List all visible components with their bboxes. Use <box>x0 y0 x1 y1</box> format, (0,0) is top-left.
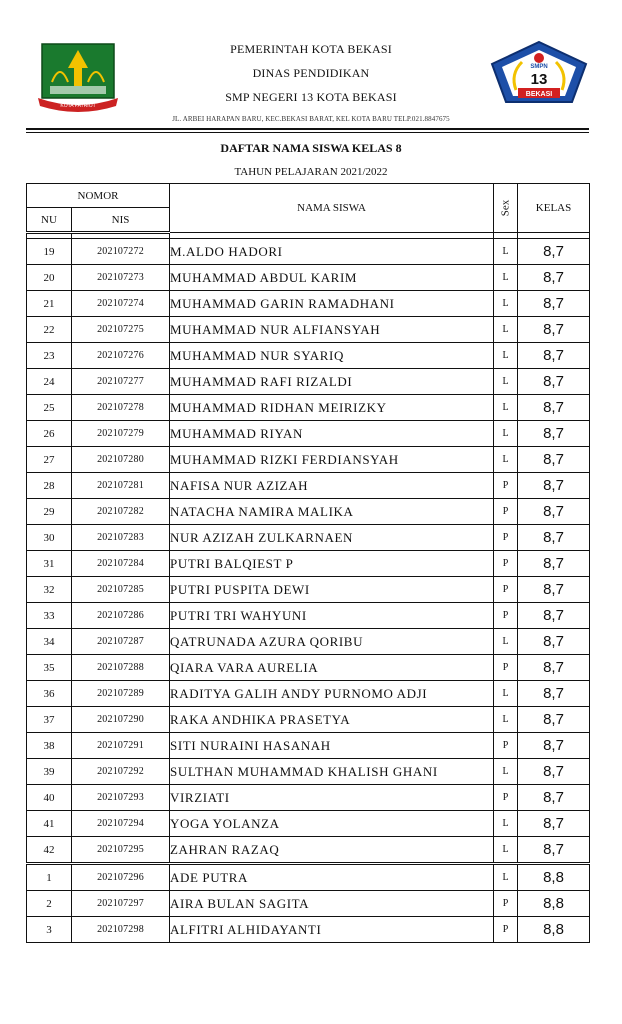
cell-nis: 202107277 <box>72 369 170 395</box>
table-body <box>27 233 590 943</box>
cell-nis: 202107297 <box>72 891 170 917</box>
cell-nama-siswa: VIRZIATI <box>170 785 494 811</box>
cell-nu: 29 <box>27 499 72 525</box>
cell-nama-siswa: PUTRI BALQIEST P <box>170 551 494 577</box>
cell-sex: L <box>494 317 518 343</box>
cell-kelas: 8,7 <box>518 525 590 551</box>
cell-nu: 19 <box>27 239 72 265</box>
table-row <box>27 603 590 629</box>
header-nu: NU <box>27 208 72 233</box>
cell-nis: 202107285 <box>72 577 170 603</box>
cell-nama-siswa: QATRUNADA AZURA QORIBU <box>170 629 494 655</box>
cell-nis: 202107288 <box>72 655 170 681</box>
cell-sex: L <box>494 291 518 317</box>
cell-sex: L <box>494 343 518 369</box>
cell-sex: P <box>494 499 518 525</box>
table-row <box>27 421 590 447</box>
cell-nu: 31 <box>27 551 72 577</box>
svg-text:BEKASI: BEKASI <box>525 91 553 98</box>
cell-nis: 202107290 <box>72 707 170 733</box>
document-title: DAFTAR NAMA SISWA KELAS 8 <box>220 141 402 155</box>
cell-nu: 3 <box>27 917 72 943</box>
cell-nama-siswa: MUHAMMAD RIYAN <box>170 421 494 447</box>
table-row <box>27 864 590 891</box>
cell-kelas: 8,7 <box>518 395 590 421</box>
cell-nama-siswa: QIARA VARA AURELIA <box>170 655 494 681</box>
cell-sex: L <box>494 239 518 265</box>
cell-nis: 202107284 <box>72 551 170 577</box>
table-row <box>27 891 590 917</box>
cell-nis: 202107289 <box>72 681 170 707</box>
cell-nis: 202107278 <box>72 395 170 421</box>
table-row <box>27 317 590 343</box>
letterhead <box>0 0 622 130</box>
cell-nu: 36 <box>27 681 72 707</box>
school-name: SMP NEGERI 13 KOTA BEKASI <box>225 90 397 104</box>
cell-nu: 2 <box>27 891 72 917</box>
cell-nu: 20 <box>27 265 72 291</box>
header-sex-label: Sex <box>499 199 512 217</box>
smpn13-school-emblem-icon <box>488 40 590 106</box>
cell-sex: L <box>494 811 518 837</box>
cell-kelas: 8,7 <box>518 551 590 577</box>
header-nomor: NOMOR <box>27 184 170 208</box>
table-row <box>27 759 590 785</box>
svg-text:KOTA PATRIOT: KOTA PATRIOT <box>60 103 96 109</box>
table-row <box>27 525 590 551</box>
table-row <box>27 733 590 759</box>
header-rule-thick <box>26 128 589 130</box>
cell-kelas: 8,7 <box>518 811 590 837</box>
cell-kelas: 8,7 <box>518 577 590 603</box>
cell-kelas: 8,8 <box>518 891 590 917</box>
cell-nis: 202107272 <box>72 239 170 265</box>
header-kelas: KELAS <box>518 184 590 233</box>
table-row <box>27 239 590 265</box>
table-row <box>27 369 590 395</box>
cell-nu: 1 <box>27 864 72 891</box>
cell-kelas: 8,8 <box>518 864 590 891</box>
cell-kelas: 8,7 <box>518 369 590 395</box>
cell-nu: 32 <box>27 577 72 603</box>
cell-nis: 202107294 <box>72 811 170 837</box>
cell-nu: 33 <box>27 603 72 629</box>
cell-sex: L <box>494 265 518 291</box>
cell-nis: 202107298 <box>72 917 170 943</box>
cell-nis: 202107283 <box>72 525 170 551</box>
table-row <box>27 707 590 733</box>
cell-nu: 24 <box>27 369 72 395</box>
table-row <box>27 265 590 291</box>
cell-nis: 202107295 <box>72 837 170 864</box>
cell-kelas: 8,7 <box>518 473 590 499</box>
svg-text:13: 13 <box>530 71 548 88</box>
cell-sex: L <box>494 369 518 395</box>
cell-nis: 202107286 <box>72 603 170 629</box>
cell-nu: 37 <box>27 707 72 733</box>
cell-nama-siswa: NATACHA NAMIRA MALIKA <box>170 499 494 525</box>
table-row <box>27 837 590 864</box>
table-row <box>27 785 590 811</box>
cell-nu: 25 <box>27 395 72 421</box>
cell-nama-siswa: SITI NURAINI HASANAH <box>170 733 494 759</box>
cell-nama-siswa: PUTRI PUSPITA DEWI <box>170 577 494 603</box>
cell-nis: 202107281 <box>72 473 170 499</box>
cell-sex: P <box>494 577 518 603</box>
cell-nama-siswa: MUHAMMAD RAFI RIZALDI <box>170 369 494 395</box>
cell-kelas: 8,7 <box>518 343 590 369</box>
cell-nu: 27 <box>27 447 72 473</box>
cell-nis: 202107287 <box>72 629 170 655</box>
table-row <box>27 811 590 837</box>
cell-sex: P <box>494 891 518 917</box>
cell-nama-siswa: MUHAMMAD NUR ALFIANSYAH <box>170 317 494 343</box>
cell-kelas: 8,7 <box>518 785 590 811</box>
cell-kelas: 8,7 <box>518 317 590 343</box>
department-name: DINAS PENDIDIKAN <box>252 66 370 80</box>
cell-kelas: 8,7 <box>518 603 590 629</box>
cell-nis: 202107293 <box>72 785 170 811</box>
cell-sex: L <box>494 395 518 421</box>
table-row <box>27 343 590 369</box>
cell-nama-siswa: MUHAMMAD RIDHAN MEIRIZKY <box>170 395 494 421</box>
cell-nama-siswa: YOGA YOLANZA <box>170 811 494 837</box>
government-name: PEMERINTAH KOTA BEKASI <box>230 42 392 56</box>
academic-year: TAHUN PELAJARAN 2021/2022 <box>234 166 388 178</box>
cell-nu: 39 <box>27 759 72 785</box>
cell-nama-siswa: ALFITRI ALHIDAYANTI <box>170 917 494 943</box>
cell-sex: L <box>494 837 518 864</box>
cell-nama-siswa: MUHAMMAD GARIN RAMADHANI <box>170 291 494 317</box>
cell-kelas: 8,7 <box>518 629 590 655</box>
table-row <box>27 395 590 421</box>
cell-nu: 28 <box>27 473 72 499</box>
cell-nis: 202107292 <box>72 759 170 785</box>
cell-nu: 42 <box>27 837 72 864</box>
table-row <box>27 551 590 577</box>
table-row <box>27 473 590 499</box>
cell-sex: L <box>494 421 518 447</box>
header-nis: NIS <box>72 208 170 233</box>
cell-nama-siswa: RADITYA GALIH ANDY PURNOMO ADJI <box>170 681 494 707</box>
svg-text:SMPN: SMPN <box>530 64 548 70</box>
cell-nu: 38 <box>27 733 72 759</box>
cell-kelas: 8,7 <box>518 681 590 707</box>
cell-nu: 22 <box>27 317 72 343</box>
school-address: JL. ARBEI HARAPAN BARU, KEC.BEKASI BARAT, KEL KOTA BARU TELP.021.8847675 <box>172 115 450 123</box>
cell-kelas: 8,7 <box>518 447 590 473</box>
cell-nama-siswa: MUHAMMAD NUR SYARIQ <box>170 343 494 369</box>
cell-sex: P <box>494 917 518 943</box>
cell-nu: 23 <box>27 343 72 369</box>
cell-sex: L <box>494 447 518 473</box>
cell-nama-siswa: M.ALDO HADORI <box>170 239 494 265</box>
cell-sex: P <box>494 525 518 551</box>
cell-nu: 30 <box>27 525 72 551</box>
cell-kelas: 8,7 <box>518 499 590 525</box>
cell-kelas: 8,7 <box>518 707 590 733</box>
cell-nama-siswa: NUR AZIZAH ZULKARNAEN <box>170 525 494 551</box>
header-nama-siswa: NAMA SISWA <box>170 184 494 233</box>
cell-sex: L <box>494 864 518 891</box>
cell-nama-siswa: NAFISA NUR AZIZAH <box>170 473 494 499</box>
cell-nama-siswa: AIRA BULAN SAGITA <box>170 891 494 917</box>
cell-nama-siswa: MUHAMMAD ABDUL KARIM <box>170 265 494 291</box>
cell-sex: L <box>494 629 518 655</box>
cell-nis: 202107282 <box>72 499 170 525</box>
table-row <box>27 655 590 681</box>
cell-sex: P <box>494 785 518 811</box>
cell-nama-siswa: ZAHRAN RAZAQ <box>170 837 494 864</box>
cell-nis: 202107279 <box>72 421 170 447</box>
cell-nis: 202107280 <box>72 447 170 473</box>
cell-kelas: 8,7 <box>518 733 590 759</box>
cell-sex: L <box>494 707 518 733</box>
cell-sex: P <box>494 551 518 577</box>
cell-nama-siswa: SULTHAN MUHAMMAD KHALISH GHANI <box>170 759 494 785</box>
cell-nis: 202107291 <box>72 733 170 759</box>
cell-nu: 41 <box>27 811 72 837</box>
cell-kelas: 8,7 <box>518 655 590 681</box>
cell-sex: P <box>494 603 518 629</box>
header-sex <box>494 184 518 233</box>
cell-nu: 26 <box>27 421 72 447</box>
cell-kelas: 8,7 <box>518 265 590 291</box>
cell-nis: 202107273 <box>72 265 170 291</box>
header-rule-thin <box>26 132 589 133</box>
cell-kelas: 8,7 <box>518 421 590 447</box>
cell-sex: P <box>494 733 518 759</box>
cell-sex: L <box>494 759 518 785</box>
table-row <box>27 447 590 473</box>
table-row <box>27 499 590 525</box>
cell-nis: 202107275 <box>72 317 170 343</box>
cell-nis: 202107276 <box>72 343 170 369</box>
cell-nama-siswa: MUHAMMAD RIZKI FERDIANSYAH <box>170 447 494 473</box>
student-table <box>26 183 590 943</box>
cell-nu: 21 <box>27 291 72 317</box>
cell-kelas: 8,7 <box>518 837 590 864</box>
table-row <box>27 577 590 603</box>
table-row <box>27 681 590 707</box>
cell-kelas: 8,7 <box>518 291 590 317</box>
cell-kelas: 8,8 <box>518 917 590 943</box>
cell-nis: 202107296 <box>72 864 170 891</box>
cell-nama-siswa: ADE PUTRA <box>170 864 494 891</box>
cell-nama-siswa: PUTRI TRI WAHYUNI <box>170 603 494 629</box>
table-row <box>27 917 590 943</box>
table-row <box>27 291 590 317</box>
cell-kelas: 8,7 <box>518 239 590 265</box>
cell-nis: 202107274 <box>72 291 170 317</box>
cell-nama-siswa: RAKA ANDHIKA PRASETYA <box>170 707 494 733</box>
cell-kelas: 8,7 <box>518 759 590 785</box>
table-row <box>27 629 590 655</box>
cell-nu: 35 <box>27 655 72 681</box>
cell-nu: 40 <box>27 785 72 811</box>
cell-nu: 34 <box>27 629 72 655</box>
cell-sex: P <box>494 655 518 681</box>
cell-sex: P <box>494 473 518 499</box>
cell-sex: L <box>494 681 518 707</box>
